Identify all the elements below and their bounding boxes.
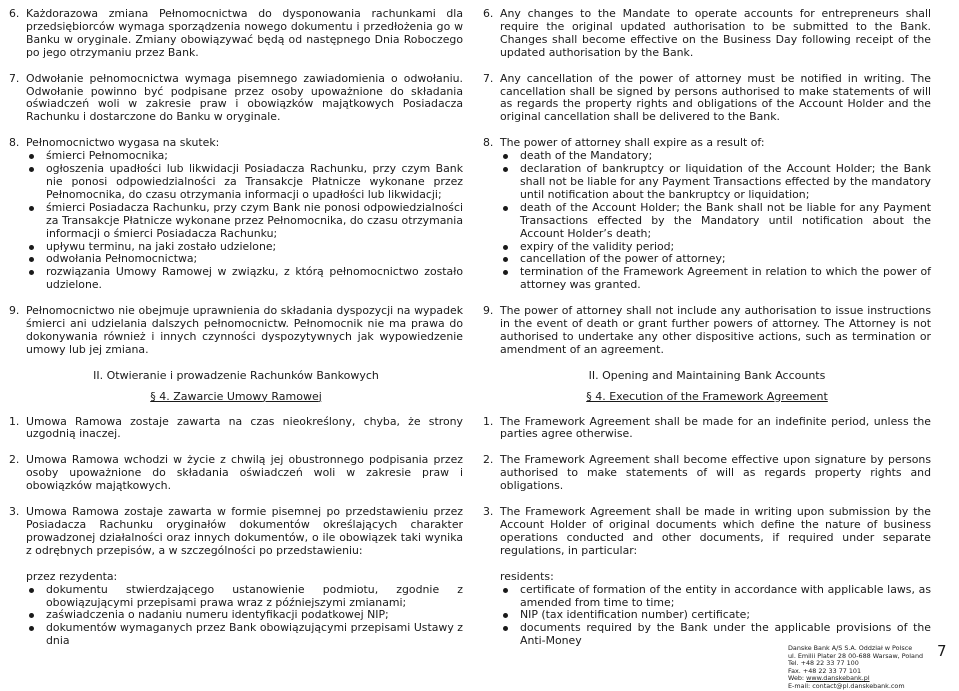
footer-web-label: Web: (788, 674, 805, 683)
list-item: śmierci Pełnomocnika; (26, 150, 463, 163)
paragraph-number: 8. (9, 136, 20, 150)
section-paragraph-3-en (483, 506, 931, 558)
expiry-list (500, 150, 931, 292)
paragraph-intro: The power of attorney shall expire as a result of: (500, 136, 765, 150)
section-title: II. Otwieranie i prowadzenie Rachunków Bankowych (93, 368, 379, 382)
paragraph-number: 3. (9, 505, 20, 519)
paragraph-text: The Framework Agreement shall be made in writing upon submission by the Account Holder of original documents which define the nature of business operations conducted and other documents, if required under separate regulations, in particular: (500, 505, 931, 557)
list-item: termination of the Framework Agreement in relation to which the power of attorney was granted. (500, 266, 931, 292)
footer-fax: Fax. +48 22 33 77 101 (788, 666, 862, 675)
paragraph-number: 3. (483, 505, 494, 519)
list-item: cancellation of the power of attorney; (500, 253, 931, 266)
paragraph-text: Pełnomocnictwo nie obejmuje uprawnienia do składania dyspozycji na wypadek śmierci ani udzielania dalszych pełnomocnictw. Pełnomocnik nie ma prawa do dokonywania również i innych czynności dyspozytywnych jak wypowiedzenie umowy lub jej zmiana. (26, 304, 463, 356)
section-title: II. Opening and Maintaining Bank Accounts (588, 368, 826, 382)
paragraph-text: Any changes to the Mandate to operate accounts for entrepreneurs shall require the original updated authorisation to be submitted to the Bank. Changes shall become effective on the Business Day following receipt of the updated authorisation by the Bank. (500, 7, 931, 59)
list-item: declaration of bankruptcy or liquidation of the Account Holder; the Bank shall not be liable for any Payment Transactions effected by the mandatory until notification about the bankruptcy or liquidation; (500, 163, 931, 202)
list-item: expiry of the validity period; (500, 241, 931, 254)
paragraph-number: 6. (483, 7, 494, 20)
list-item: zaświadczenia o nadaniu numeru identyfikacji podatkowej NIP; (26, 609, 463, 622)
footer-bank-name: Danske Bank A/S S.A. Oddział w Polsce (788, 644, 913, 652)
list-item: śmierci Posiadacza Rachunku, przy czym Bank nie ponosi odpowiedzialności za Transakcje Płatnicze wykonane przez Pełnomocnika, do czasu otrzymania informacji o śmierci Posiadacza Rachunku; (26, 202, 463, 241)
residents-label: przez rezydenta: (26, 569, 118, 583)
paragraph-text: Każdorazowa zmiana Pełnomocnictwa do dysponowania rachunkami dla przedsiębiorców wymaga sporządzenia nowego dokumentu i przedłożenia go w Banku w oryginale. Zmiany obowiązywać będą od następnego Dnia Roboczego po jego otrzymaniu przez Bank. (26, 7, 463, 59)
paragraph-number: 7. (9, 71, 20, 85)
page-number: 7 (937, 642, 947, 660)
paragraph-8-en (483, 137, 931, 292)
paragraph-text: Umowa Ramowa zostaje zawarta na czas nieokreślony, chyba, że strony uzgodnią inaczej. (26, 414, 463, 441)
list-item: odwołania Pełnomocnictwa; (26, 253, 463, 266)
paragraph-9-en (483, 305, 931, 357)
paragraph-text: Odwołanie pełnomocnictwa wymaga pisemnego zawiadomienia o odwołaniu. Odwołanie powinno być podpisane przez osoby upoważnione do składania oświadczeń woli w zakresie praw i obowiązków majątkowych Posiadacza Rachunku i dostarczone do Banku w oryginale. (26, 71, 463, 124)
section-paragraph-1-pl (9, 416, 463, 442)
english-column (483, 8, 931, 648)
section-paragraph-2-en (483, 454, 931, 493)
paragraph-text: The Framework Agreement shall become effective upon signature by persons authorised to make statements of will as regards property rights and obligations. (500, 453, 931, 493)
footer-email[interactable]: E-mail: contact@pl.danskebank.com (788, 681, 905, 690)
list-item: dokumentów wymaganych przez Bank obowiązującymi przepisami Ustawy z dnia (26, 622, 463, 648)
residents-list (500, 584, 931, 649)
paragraph-number: 6. (9, 7, 20, 20)
paragraph-6-en (483, 8, 931, 60)
paragraph-number: 9. (483, 304, 494, 318)
list-item: death of the Account Holder; the Bank shall not be liable for any Payment Transactions effected by the Mandatory until notification about the Account Holder’s death; (500, 202, 931, 241)
bank-contact-footer (788, 645, 923, 691)
paragraph-9-pl (9, 305, 463, 357)
paragraph-text: Any cancellation of the power of attorney must be notified in writing. The cancellation shall be signed by persons authorised to make statements of will as regards the property rights and obligations of the Account Holder and the original cancellation shall be delivered to the Bank. (500, 71, 931, 124)
list-item: documents required by the Bank under the applicable provisions of the Anti-Money (500, 622, 931, 648)
section-paragraph-2-pl (9, 454, 463, 493)
paragraph-text: The Framework Agreement shall be made for an indefinite period, unless the parties agree otherwise. (500, 414, 931, 441)
paragraph-number: 2. (9, 453, 20, 467)
paragraph-text: Umowa Ramowa zostaje zawarta w formie pisemnej po przedstawieniu przez Posiadacza Rachunku oryginałów dokumentów określających charakter prowadzonej działalności oraz innych dokumentów, o ile obowiązek taki wynika z odrębnych przepisów, a w szczególności po przedstawieniu: (26, 505, 463, 557)
paragraph-7-en (483, 73, 931, 125)
paragraph-number: 2. (483, 453, 494, 467)
paragraph-6-pl (9, 8, 463, 60)
list-item: upływu terminu, na jaki zostało udzielone; (26, 241, 463, 254)
paragraph-number: 1. (483, 414, 494, 428)
expiry-list (26, 150, 463, 292)
subsection-title: § 4. Zawarcie Umowy Ramowej (150, 389, 322, 403)
section-paragraph-3-pl (9, 506, 463, 558)
paragraph-text: Umowa Ramowa wchodzi w życie z chwilą jej obustronnego podpisania przez osoby upoważnione do składania oświadczeń woli w zakresie praw i obowiązków majątkowych. (26, 453, 463, 493)
paragraph-number: 9. (9, 304, 20, 318)
section-paragraph-1-en (483, 416, 931, 442)
polish-column (9, 8, 463, 648)
paragraph-7-pl (9, 73, 463, 125)
paragraph-8-pl (9, 137, 463, 292)
paragraph-text: The power of attorney shall not include any authorisation to issue instructions in the event of death or grant further powers of attorney. The Attorney is not authorised to undertake any other dispositive actions, such as termination or amendment of an agreement. (500, 304, 931, 356)
subsection-title: § 4. Execution of the Framework Agreement (586, 389, 828, 403)
footer-phone: Tel. +48 22 33 77 100 (788, 659, 859, 668)
list-item: death of the Mandatory; (500, 150, 931, 163)
list-item: dokumentu stwierdzającego ustanowienie podmiotu, zgodnie z obowiązującymi przepisami prawa wraz z późniejszymi zmianami; (26, 584, 463, 610)
footer-address: ul. Emilii Plater 28 00-688 Warsaw, Poland (788, 651, 924, 660)
paragraph-number: 1. (9, 414, 20, 428)
paragraph-intro: Pełnomocnictwo wygasa na skutek: (26, 136, 220, 150)
paragraph-number: 8. (483, 136, 494, 150)
list-item: rozwiązania Umowy Ramowej w związku, z którą pełnomocnictwo zostało udzielone. (26, 266, 463, 292)
footer-web-link[interactable]: www.danskebank.pl (806, 674, 870, 683)
paragraph-number: 7. (483, 71, 494, 85)
residents-label: residents: (500, 569, 554, 583)
list-item: ogłoszenia upadłości lub likwidacji Posiadacza Rachunku, przy czym Bank nie ponosi odpowiedzialności za Transakcje Płatnicze wykonane przez Pełnomocnika, do czasu otrzymania informacji o upadłości lub likwidacji; (26, 163, 463, 202)
list-item: NIP (tax identification number) certificate; (500, 609, 931, 622)
list-item: certificate of formation of the entity in accordance with applicable laws, as amended from time to time; (500, 584, 931, 610)
residents-list (26, 584, 463, 649)
